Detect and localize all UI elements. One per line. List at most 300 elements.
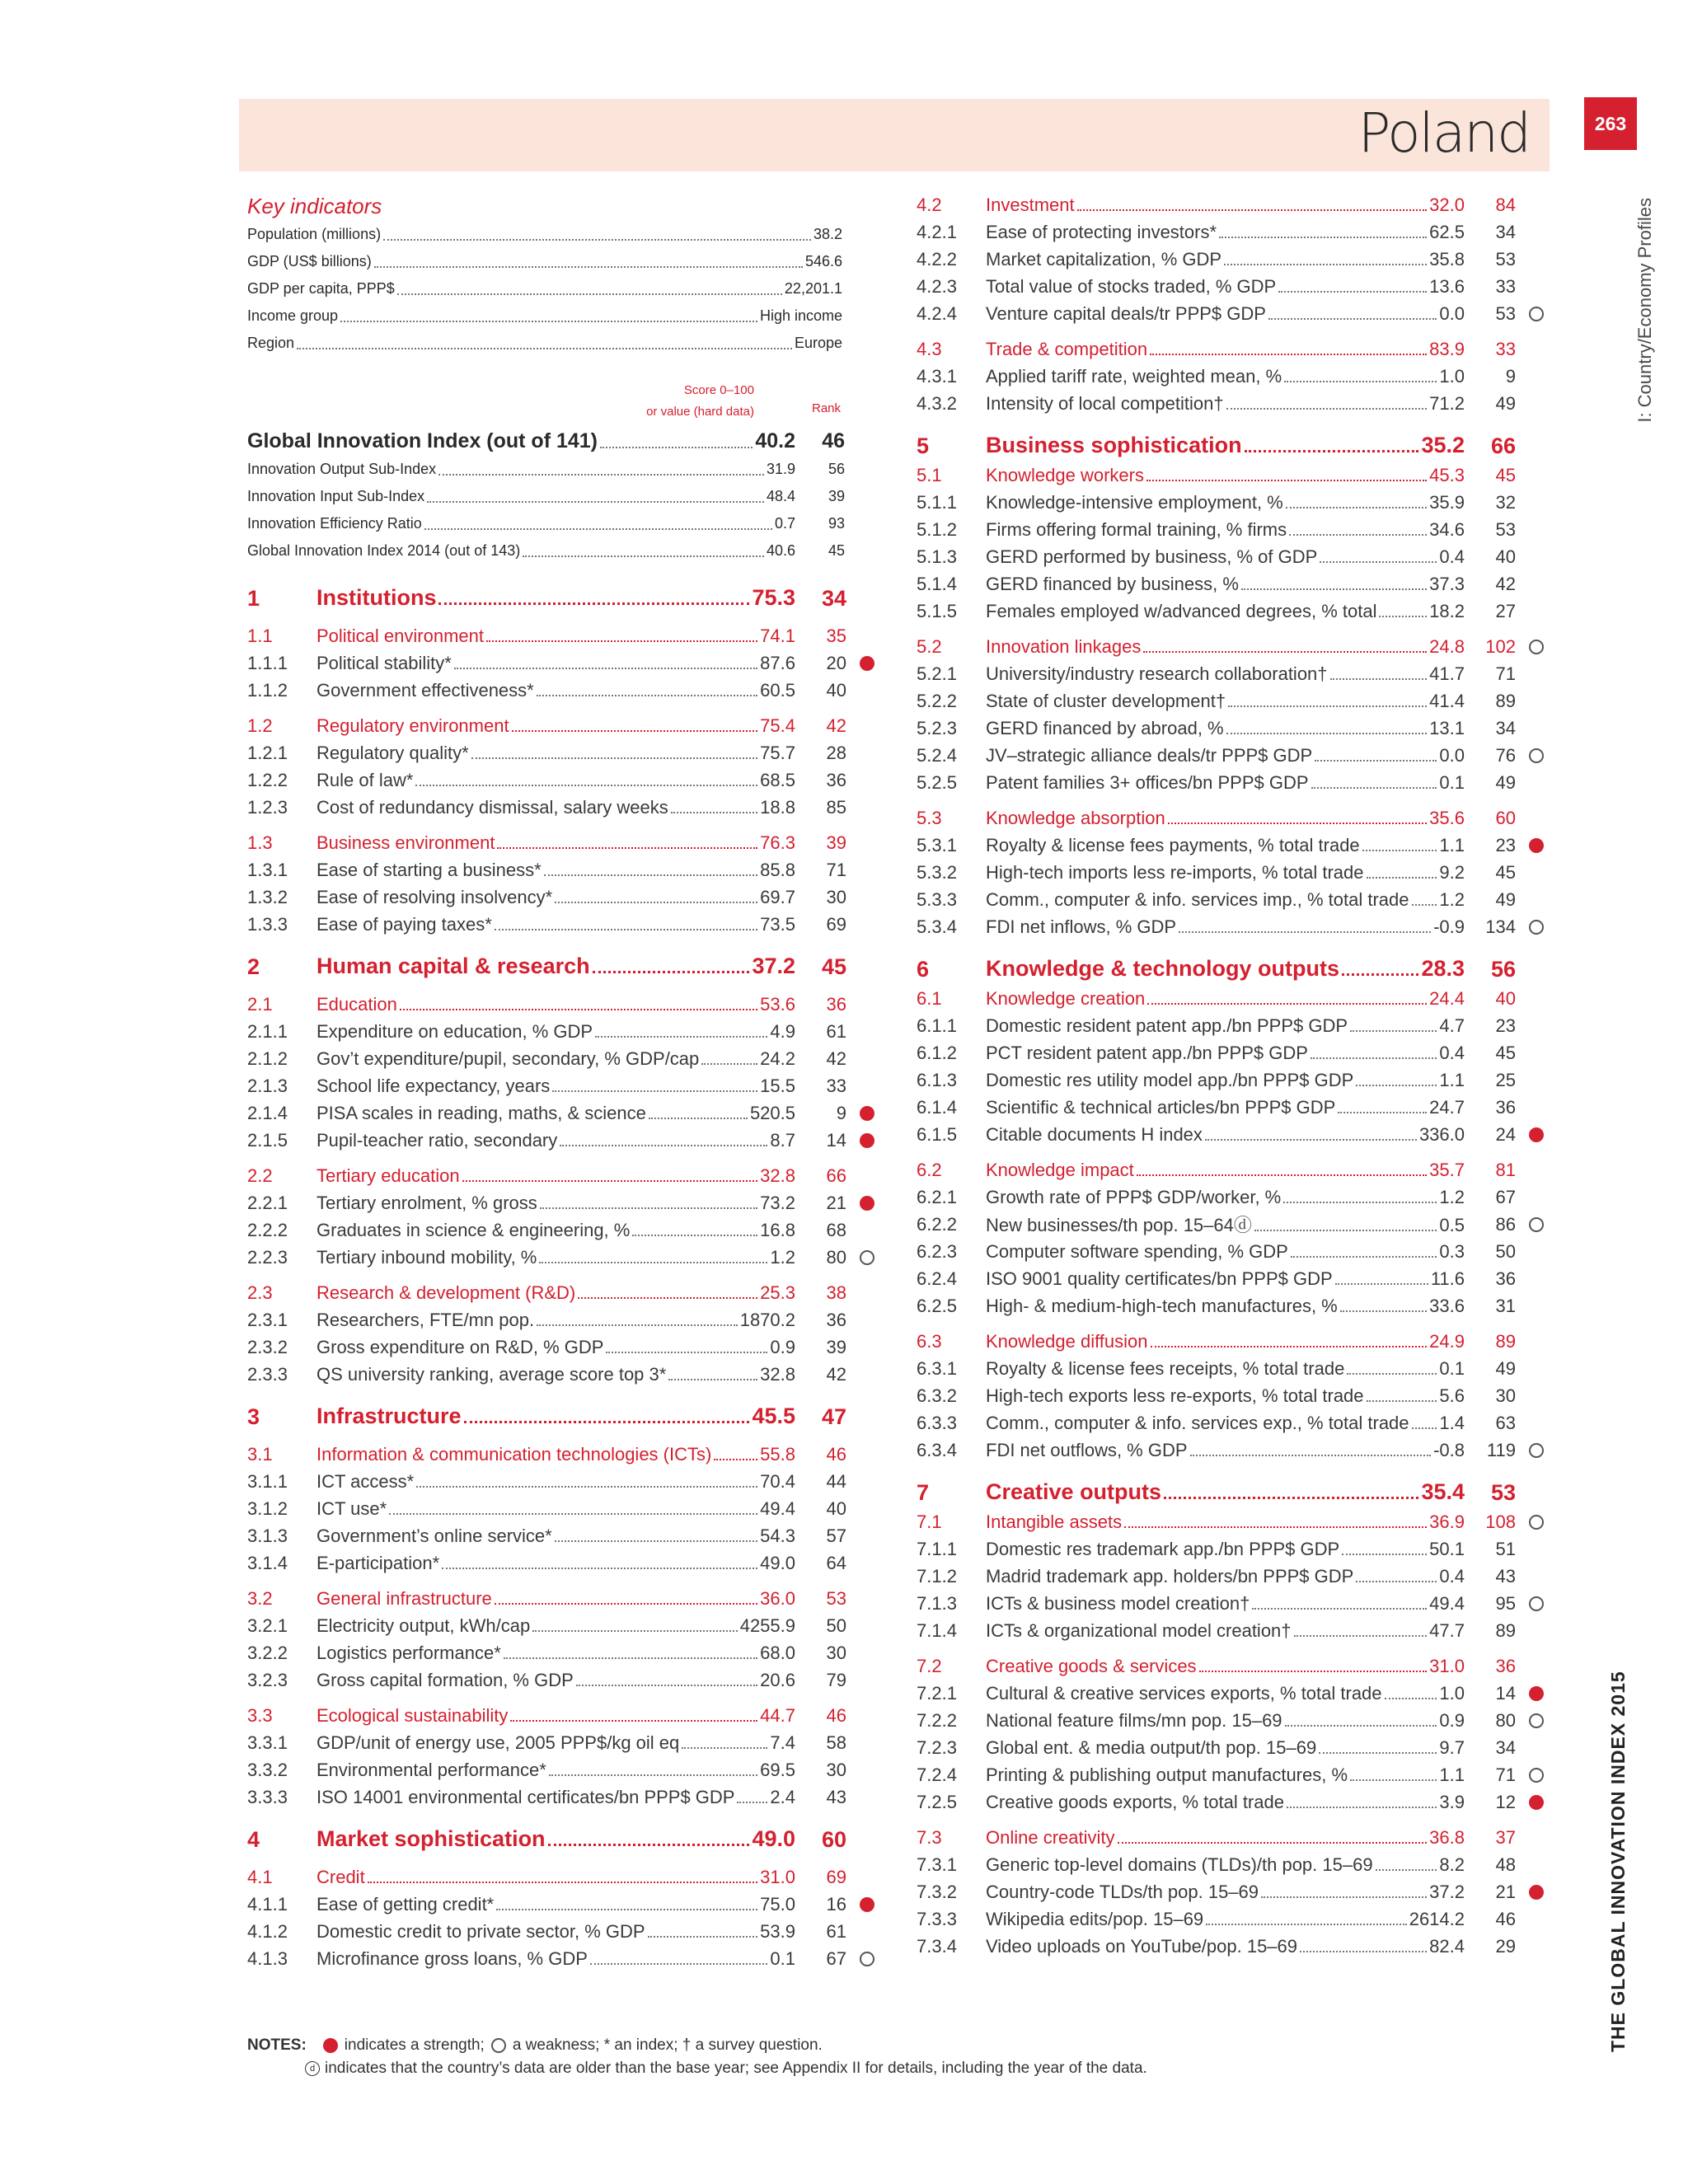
indicator-score: 0.9 <box>770 1336 795 1357</box>
indicator-label-group <box>986 772 1465 794</box>
dot-leader <box>1206 1924 1407 1925</box>
indicator-rank: 34 <box>1495 221 1516 242</box>
marker-cell <box>1516 1795 1544 1810</box>
gii-label: Global Innovation Index (out of 141) <box>247 429 598 452</box>
indicator-label-group <box>986 1296 1465 1317</box>
indicator-row <box>917 715 1559 742</box>
indicator-name: GERD financed by business, % <box>986 573 1239 594</box>
strength-icon <box>1529 838 1544 853</box>
indicator-score: 68.0 <box>760 1642 795 1663</box>
indicator-rank: 32 <box>1495 491 1516 513</box>
indicator-name: GDP/unit of energy use, 2005 PPP$/kg oil eq <box>316 1732 680 1753</box>
dot-leader <box>1124 1526 1427 1528</box>
dot-leader <box>1077 209 1428 211</box>
indicator-label-group <box>986 1936 1465 1957</box>
marker-cell <box>846 1250 874 1265</box>
indicator-label-group <box>986 862 1465 883</box>
indicator-code: 2.1.1 <box>247 1020 288 1042</box>
indicator-score: 83.9 <box>1429 338 1465 359</box>
indicator-label-group <box>986 1656 1465 1677</box>
indicator-code: 4.3.1 <box>917 365 957 387</box>
indicator-label-group <box>986 835 1465 856</box>
indicator-score: 16.8 <box>760 1219 795 1240</box>
weakness-icon <box>860 1250 874 1265</box>
indicator-code: 7.2.2 <box>917 1709 957 1731</box>
strength-icon <box>1529 1686 1544 1701</box>
indicator-row <box>917 1039 1559 1066</box>
key-indicator-value: 22,201.1 <box>784 280 842 297</box>
indicator-name: ISO 9001 quality certificates/bn PPP$ GDP <box>986 1268 1333 1289</box>
indicator-score: 24.8 <box>1429 635 1465 657</box>
dot-leader <box>1252 1608 1427 1610</box>
indicator-name: Research & development (R&D) <box>316 1282 576 1303</box>
indicator-row <box>917 742 1559 769</box>
indicator-rank: 40 <box>826 1497 846 1519</box>
indicator-code: 1.1.2 <box>247 679 288 701</box>
indicator-label-group <box>986 1539 1465 1560</box>
indicator-row <box>917 1436 1559 1464</box>
indicator-label-group <box>986 1268 1465 1290</box>
dot-leader <box>1367 877 1437 879</box>
indicator-score: 41.4 <box>1429 690 1465 711</box>
indicator-code: 7.2 <box>917 1655 942 1676</box>
indicator-rank: 49 <box>1495 771 1516 793</box>
indicator-name: High-tech imports less re-imports, % total trade <box>986 861 1364 883</box>
indicator-name: Environmental performance* <box>316 1759 546 1780</box>
indicator-name: Graduates in science & engineering, % <box>316 1219 631 1240</box>
indicator-code: 2.1.3 <box>247 1075 288 1096</box>
indicator-label-group <box>316 1130 795 1151</box>
indicator-row <box>247 1522 882 1549</box>
indicator-label-group <box>316 1948 795 1970</box>
dot-leader <box>1245 450 1419 452</box>
indicator-code: 2.2.2 <box>247 1219 288 1240</box>
indicator-rank: 20 <box>826 652 846 673</box>
indicator-label-group <box>986 1511 1465 1533</box>
key-indicator-label: Region <box>247 335 295 351</box>
sub-pillar-row <box>917 1156 1559 1183</box>
dot-leader <box>1412 904 1437 906</box>
dot-leader <box>1151 1346 1428 1347</box>
indicator-name: Country-code TLDs/th pop. 15–69 <box>986 1881 1259 1902</box>
indicator-rank: 47 <box>821 1404 846 1429</box>
indicator-label-group <box>986 303 1465 325</box>
dot-leader <box>560 1145 767 1146</box>
indicator-name: Education <box>316 993 397 1015</box>
indicator-code: 7 <box>917 1479 930 1505</box>
country-title-band <box>239 99 1550 171</box>
sub-pillar-row <box>917 1328 1559 1355</box>
indicator-code: 4.2.3 <box>917 275 957 297</box>
indicator-score: 45.5 <box>752 1404 795 1428</box>
indicator-score: 34.6 <box>1429 518 1465 540</box>
indicator-rank: 63 <box>1495 1412 1516 1433</box>
indicator-name: Knowledge-intensive employment, % <box>986 491 1283 513</box>
indicator-rank: 60 <box>821 1826 846 1852</box>
indicator-rank: 39 <box>826 1336 846 1357</box>
indicator-score: 24.4 <box>1429 987 1465 1009</box>
dot-leader <box>495 929 757 930</box>
indicator-code: 5.1.5 <box>917 600 957 621</box>
key-indicator-value: Europe <box>794 335 842 351</box>
dot-leader <box>537 695 757 696</box>
indicator-name: Royalty & license fees receipts, % total trade <box>986 1357 1345 1379</box>
dot-leader <box>649 1118 748 1119</box>
indicator-code: 3 <box>247 1404 260 1429</box>
indicator-label-group <box>986 519 1465 541</box>
indicator-rank: 43 <box>826 1786 846 1807</box>
indicator-rank: 36 <box>1495 1655 1516 1676</box>
indicator-code: 3.3 <box>247 1704 273 1726</box>
indicator-code: 1.3.1 <box>247 859 288 880</box>
indicator-code: 3.1.2 <box>247 1497 288 1519</box>
indicator-code: 6.1.4 <box>917 1096 957 1118</box>
marker-cell <box>846 656 874 671</box>
indicator-label-group <box>986 1070 1465 1091</box>
indicator-rank: 14 <box>1495 1682 1516 1704</box>
indicator-rank: 25 <box>1495 1069 1516 1090</box>
indicator-rank: 12 <box>1495 1791 1516 1812</box>
indicator-score: 35.4 <box>1421 1479 1465 1504</box>
weakness-icon <box>491 2038 506 2053</box>
indicator-label-group <box>316 1076 795 1097</box>
dot-leader <box>368 1882 757 1883</box>
indicator-row <box>917 1617 1559 1644</box>
dot-leader <box>1335 1283 1428 1285</box>
left-column <box>247 191 882 1972</box>
indicator-score: 1.2 <box>1439 1186 1465 1207</box>
dot-leader <box>1224 264 1427 265</box>
indicator-score: 15.5 <box>760 1075 795 1096</box>
indicator-rank: 57 <box>826 1525 846 1546</box>
rank-header: Rank <box>812 401 842 415</box>
indicator-code: 2.1.2 <box>247 1047 288 1069</box>
indicator-name: Cultural & creative services exports, % total trade <box>986 1682 1382 1704</box>
indicator-rank: 9 <box>1505 365 1516 387</box>
indicator-code: 5.3.1 <box>917 834 957 855</box>
indicator-code: 5.1.2 <box>917 518 957 540</box>
indicator-rank: 95 <box>1495 1592 1516 1614</box>
indicator-score: 37.3 <box>1429 573 1465 594</box>
indicator-score: 32.0 <box>1429 194 1465 215</box>
weakness-icon <box>1529 307 1544 321</box>
indicator-row <box>247 1018 882 1045</box>
indicator-score: 70.4 <box>760 1470 795 1492</box>
indicator-label-group <box>986 1331 1465 1352</box>
indicator-name: Domestic credit to private sector, % GDP <box>316 1920 645 1942</box>
dot-leader <box>1285 1725 1437 1727</box>
indicator-rank: 33 <box>826 1075 846 1096</box>
dot-leader <box>1226 408 1428 410</box>
indicator-name: Credit <box>316 1866 365 1887</box>
dot-leader <box>510 1720 757 1722</box>
indicator-name: Creative outputs <box>986 1479 1162 1504</box>
indicator-code: 1.3.2 <box>247 886 288 907</box>
dot-leader <box>1300 1951 1427 1952</box>
notes <box>247 2034 1147 2080</box>
indicator-row <box>917 859 1559 886</box>
dot-leader <box>495 1603 757 1605</box>
dot-leader <box>1268 318 1437 320</box>
indicator-row <box>247 1244 882 1271</box>
indicator-label-group <box>986 1566 1465 1587</box>
indicator-code: 2.3.2 <box>247 1336 288 1357</box>
marker-cell <box>846 1897 874 1912</box>
sub-pillar-row <box>917 1824 1559 1851</box>
indicator-score: 1.4 <box>1439 1412 1465 1433</box>
indicator-rank: 67 <box>826 1947 846 1969</box>
indicator-row <box>917 1933 1559 1960</box>
indicator-code: 4.3.2 <box>917 392 957 414</box>
indicator-name: Electricity output, kWh/cap <box>316 1615 531 1636</box>
sub-index-label-group <box>247 537 795 565</box>
indicator-rank: 30 <box>826 1759 846 1780</box>
indicator-name: PISA scales in reading, maths, & science <box>316 1102 646 1123</box>
indicator-rank: 24 <box>1495 1123 1516 1145</box>
notes-line1-b: a weakness; * an index; † a survey question. <box>512 2036 823 2054</box>
indicator-row <box>917 570 1559 598</box>
indicator-label-group <box>986 691 1465 712</box>
indicator-rank: 33 <box>1495 275 1516 297</box>
indicator-rank: 9 <box>836 1102 846 1123</box>
indicator-rank: 69 <box>826 1866 846 1887</box>
indicator-name: Regulatory environment <box>316 715 509 736</box>
right-indicator-table <box>917 191 1559 1960</box>
pillar-row <box>247 1824 882 1855</box>
indicator-score: 0.1 <box>1439 1357 1465 1379</box>
dot-leader <box>1342 1554 1427 1555</box>
indicator-score: 87.6 <box>760 652 795 673</box>
indicator-label-group <box>986 1043 1465 1064</box>
indicator-code: 6.1.1 <box>917 1015 957 1036</box>
indicator-rank: 42 <box>826 715 846 736</box>
indicator-name: Video uploads on YouTube/pop. 15–69 <box>986 1935 1298 1957</box>
dot-leader <box>1315 760 1437 762</box>
sub-index-rank: 45 <box>828 542 845 559</box>
indicator-code: 7.1.1 <box>917 1538 957 1559</box>
indicator-name: Comm., computer & info. services exp., % total trade <box>986 1412 1409 1433</box>
dot-leader <box>632 1235 757 1236</box>
indicator-label-group <box>986 956 1465 982</box>
indicator-code: 6.2.1 <box>917 1186 957 1207</box>
indicator-rank: 56 <box>1490 956 1516 982</box>
indicator-score: 55.8 <box>760 1443 795 1465</box>
strength-icon <box>860 656 874 671</box>
dot-leader <box>415 785 757 786</box>
indicator-row <box>917 363 1559 390</box>
indicator-name: Logistics performance* <box>316 1642 501 1663</box>
indicator-code: 5.3.4 <box>917 916 957 937</box>
indicator-score: -0.8 <box>1433 1439 1465 1460</box>
indicator-score: 1.0 <box>1439 1682 1465 1704</box>
pillar-row <box>247 951 882 982</box>
indicator-rank: 71 <box>1495 1764 1516 1785</box>
indicator-row <box>247 1072 882 1099</box>
indicator-label-group <box>986 574 1465 595</box>
indicator-row <box>247 1666 882 1694</box>
indicator-rank: 34 <box>821 585 846 611</box>
indicator-label-group <box>986 1737 1465 1759</box>
indicator-code: 7.2.5 <box>917 1791 957 1812</box>
dot-leader <box>1254 1230 1437 1231</box>
indicator-score: 13.6 <box>1429 275 1465 297</box>
indicator-name: Total value of stocks traded, % GDP <box>986 275 1277 297</box>
indicator-row <box>247 1189 882 1216</box>
indicator-row <box>247 766 882 794</box>
sub-index-label: Innovation Output Sub-Index <box>247 461 437 477</box>
indicator-label-group <box>316 1021 795 1043</box>
indicator-code: 4.2.1 <box>917 221 957 242</box>
dot-leader <box>1340 1310 1427 1312</box>
indicator-name: Firms offering formal training, % firms <box>986 518 1287 540</box>
dot-leader <box>537 1324 738 1326</box>
indicator-label-group <box>986 916 1465 938</box>
dot-leader <box>1150 354 1427 355</box>
indicator-row <box>247 1361 882 1388</box>
indicator-label-group <box>986 1160 1465 1181</box>
indicator-name: ISO 14001 environmental certificates/bn PPP$ GDP <box>316 1786 735 1807</box>
dot-leader <box>532 1630 737 1632</box>
indicator-name: GERD performed by business, % of GDP <box>986 546 1318 567</box>
sub-index-label-group <box>247 510 795 537</box>
indicator-row <box>247 1756 882 1783</box>
dot-leader <box>714 1459 757 1460</box>
indicator-rank: 48 <box>1495 1854 1516 1875</box>
indicator-rank: 68 <box>826 1219 846 1240</box>
indicator-code: 5.1.3 <box>917 546 957 567</box>
sub-index-rank: 39 <box>828 488 845 504</box>
dot-leader <box>578 1297 757 1299</box>
indicator-code: 6.3.2 <box>917 1385 957 1406</box>
marker-cell <box>1516 920 1544 935</box>
indicator-label-group <box>986 222 1465 243</box>
dot-leader <box>1289 534 1427 536</box>
indicator-rank: 14 <box>826 1129 846 1151</box>
indicator-label-group <box>986 718 1465 739</box>
indicator-rank: 36 <box>1495 1096 1516 1118</box>
indicator-row <box>917 1265 1559 1292</box>
indicator-rank: 34 <box>1495 717 1516 738</box>
indicator-name: General infrastructure <box>316 1587 492 1609</box>
indicator-rank: 89 <box>1495 1619 1516 1641</box>
marker-cell <box>1516 640 1544 654</box>
dot-leader <box>1205 1139 1417 1141</box>
indicator-score: 336.0 <box>1418 1123 1465 1145</box>
indicator-label-group <box>316 832 795 854</box>
indicator-code: 4.1.2 <box>247 1920 288 1942</box>
indicator-code: 4.2.4 <box>917 302 957 324</box>
indicator-row <box>917 218 1559 246</box>
weakness-icon <box>1529 1713 1544 1728</box>
indicator-label-group <box>986 1765 1465 1786</box>
dot-leader <box>400 1009 757 1010</box>
indicator-name: Institutions <box>316 585 437 610</box>
notes-line2: indicates that the country’s data are older than the base year; see Appendix II for details, including the year of the data. <box>325 2060 1147 2077</box>
indicator-row <box>247 1127 882 1154</box>
sub-pillar-row <box>917 335 1559 363</box>
indicator-row <box>917 832 1559 859</box>
indicator-code: 5.2.2 <box>917 690 957 711</box>
dot-leader <box>427 483 764 503</box>
indicator-score: 0.4 <box>1439 1042 1465 1063</box>
dot-leader <box>1228 705 1427 707</box>
indicator-score: 49.4 <box>1429 1592 1465 1614</box>
indicator-rank: 49 <box>1495 392 1516 414</box>
dot-leader <box>1350 1030 1437 1032</box>
indicator-rank: 49 <box>1495 1357 1516 1379</box>
indicator-label-group <box>316 1471 795 1493</box>
indicator-code: 7.1.4 <box>917 1619 957 1641</box>
indicator-score: 24.9 <box>1429 1330 1465 1352</box>
indicator-row <box>917 1121 1559 1148</box>
indicator-label-group <box>986 1187 1465 1208</box>
indicator-code: 5.1.1 <box>917 491 957 513</box>
key-indicator-row <box>247 275 842 302</box>
indicator-label-group <box>986 1882 1465 1903</box>
indicator-rank: 40 <box>826 679 846 701</box>
indicator-label-group <box>986 1593 1465 1615</box>
indicator-code: 1.3.3 <box>247 913 288 935</box>
dot-leader <box>462 1180 758 1182</box>
gii-sub-index-row <box>247 537 882 565</box>
dot-leader <box>1376 1869 1437 1871</box>
indicator-score: 75.0 <box>760 1893 795 1915</box>
indicator-rank: 84 <box>1495 194 1516 215</box>
indicator-code: 6.3.4 <box>917 1439 957 1460</box>
sub-index-label: Innovation Input Sub-Index <box>247 488 425 504</box>
indicator-score: 35.9 <box>1429 491 1465 513</box>
indicator-name: Applied tariff rate, weighted mean, % <box>986 365 1282 387</box>
marker-cell <box>1516 1515 1544 1530</box>
indicator-score: 53.6 <box>760 993 795 1015</box>
marker-cell <box>846 1952 874 1966</box>
indicator-label-group <box>316 1282 795 1304</box>
indicator-rank: 53 <box>826 1587 846 1609</box>
dot-leader <box>539 1262 767 1263</box>
indicator-rank: 81 <box>1495 1159 1516 1180</box>
indicator-rank: 39 <box>826 832 846 853</box>
indicator-score: 49.4 <box>760 1497 795 1519</box>
indicator-row <box>917 1211 1559 1238</box>
indicator-score: 18.2 <box>1429 600 1465 621</box>
indicator-rank: 61 <box>826 1920 846 1942</box>
indicator-rank: 29 <box>1495 1935 1516 1957</box>
sub-pillar-row <box>917 804 1559 832</box>
dot-leader <box>471 757 758 759</box>
indicator-name: Royalty & license fees payments, % total trade <box>986 834 1360 855</box>
indicator-row <box>917 1680 1559 1707</box>
weakness-icon <box>1529 640 1544 654</box>
indicator-name: Knowledge & technology outputs <box>986 956 1339 981</box>
indicator-label-group <box>316 1103 795 1124</box>
indicator-rank: 76 <box>1495 744 1516 766</box>
indicator-code: 5.2.5 <box>917 771 957 793</box>
indicator-label-group <box>316 715 795 737</box>
indicator-name: Trade & competition <box>986 338 1148 359</box>
indicator-code: 5.2 <box>917 635 942 657</box>
indicator-score: 1.2 <box>1439 888 1465 910</box>
indicator-score: 75.3 <box>752 585 795 610</box>
indicator-label-group <box>316 743 795 764</box>
strength-icon <box>860 1897 874 1912</box>
indicator-row <box>917 1734 1559 1761</box>
indicator-label-group <box>986 1710 1465 1732</box>
indicator-row <box>917 1382 1559 1409</box>
weakness-icon <box>1529 1596 1544 1611</box>
indicator-row <box>247 1891 882 1918</box>
dot-leader <box>1143 651 1427 653</box>
indicator-name: Business sophistication <box>986 433 1242 457</box>
